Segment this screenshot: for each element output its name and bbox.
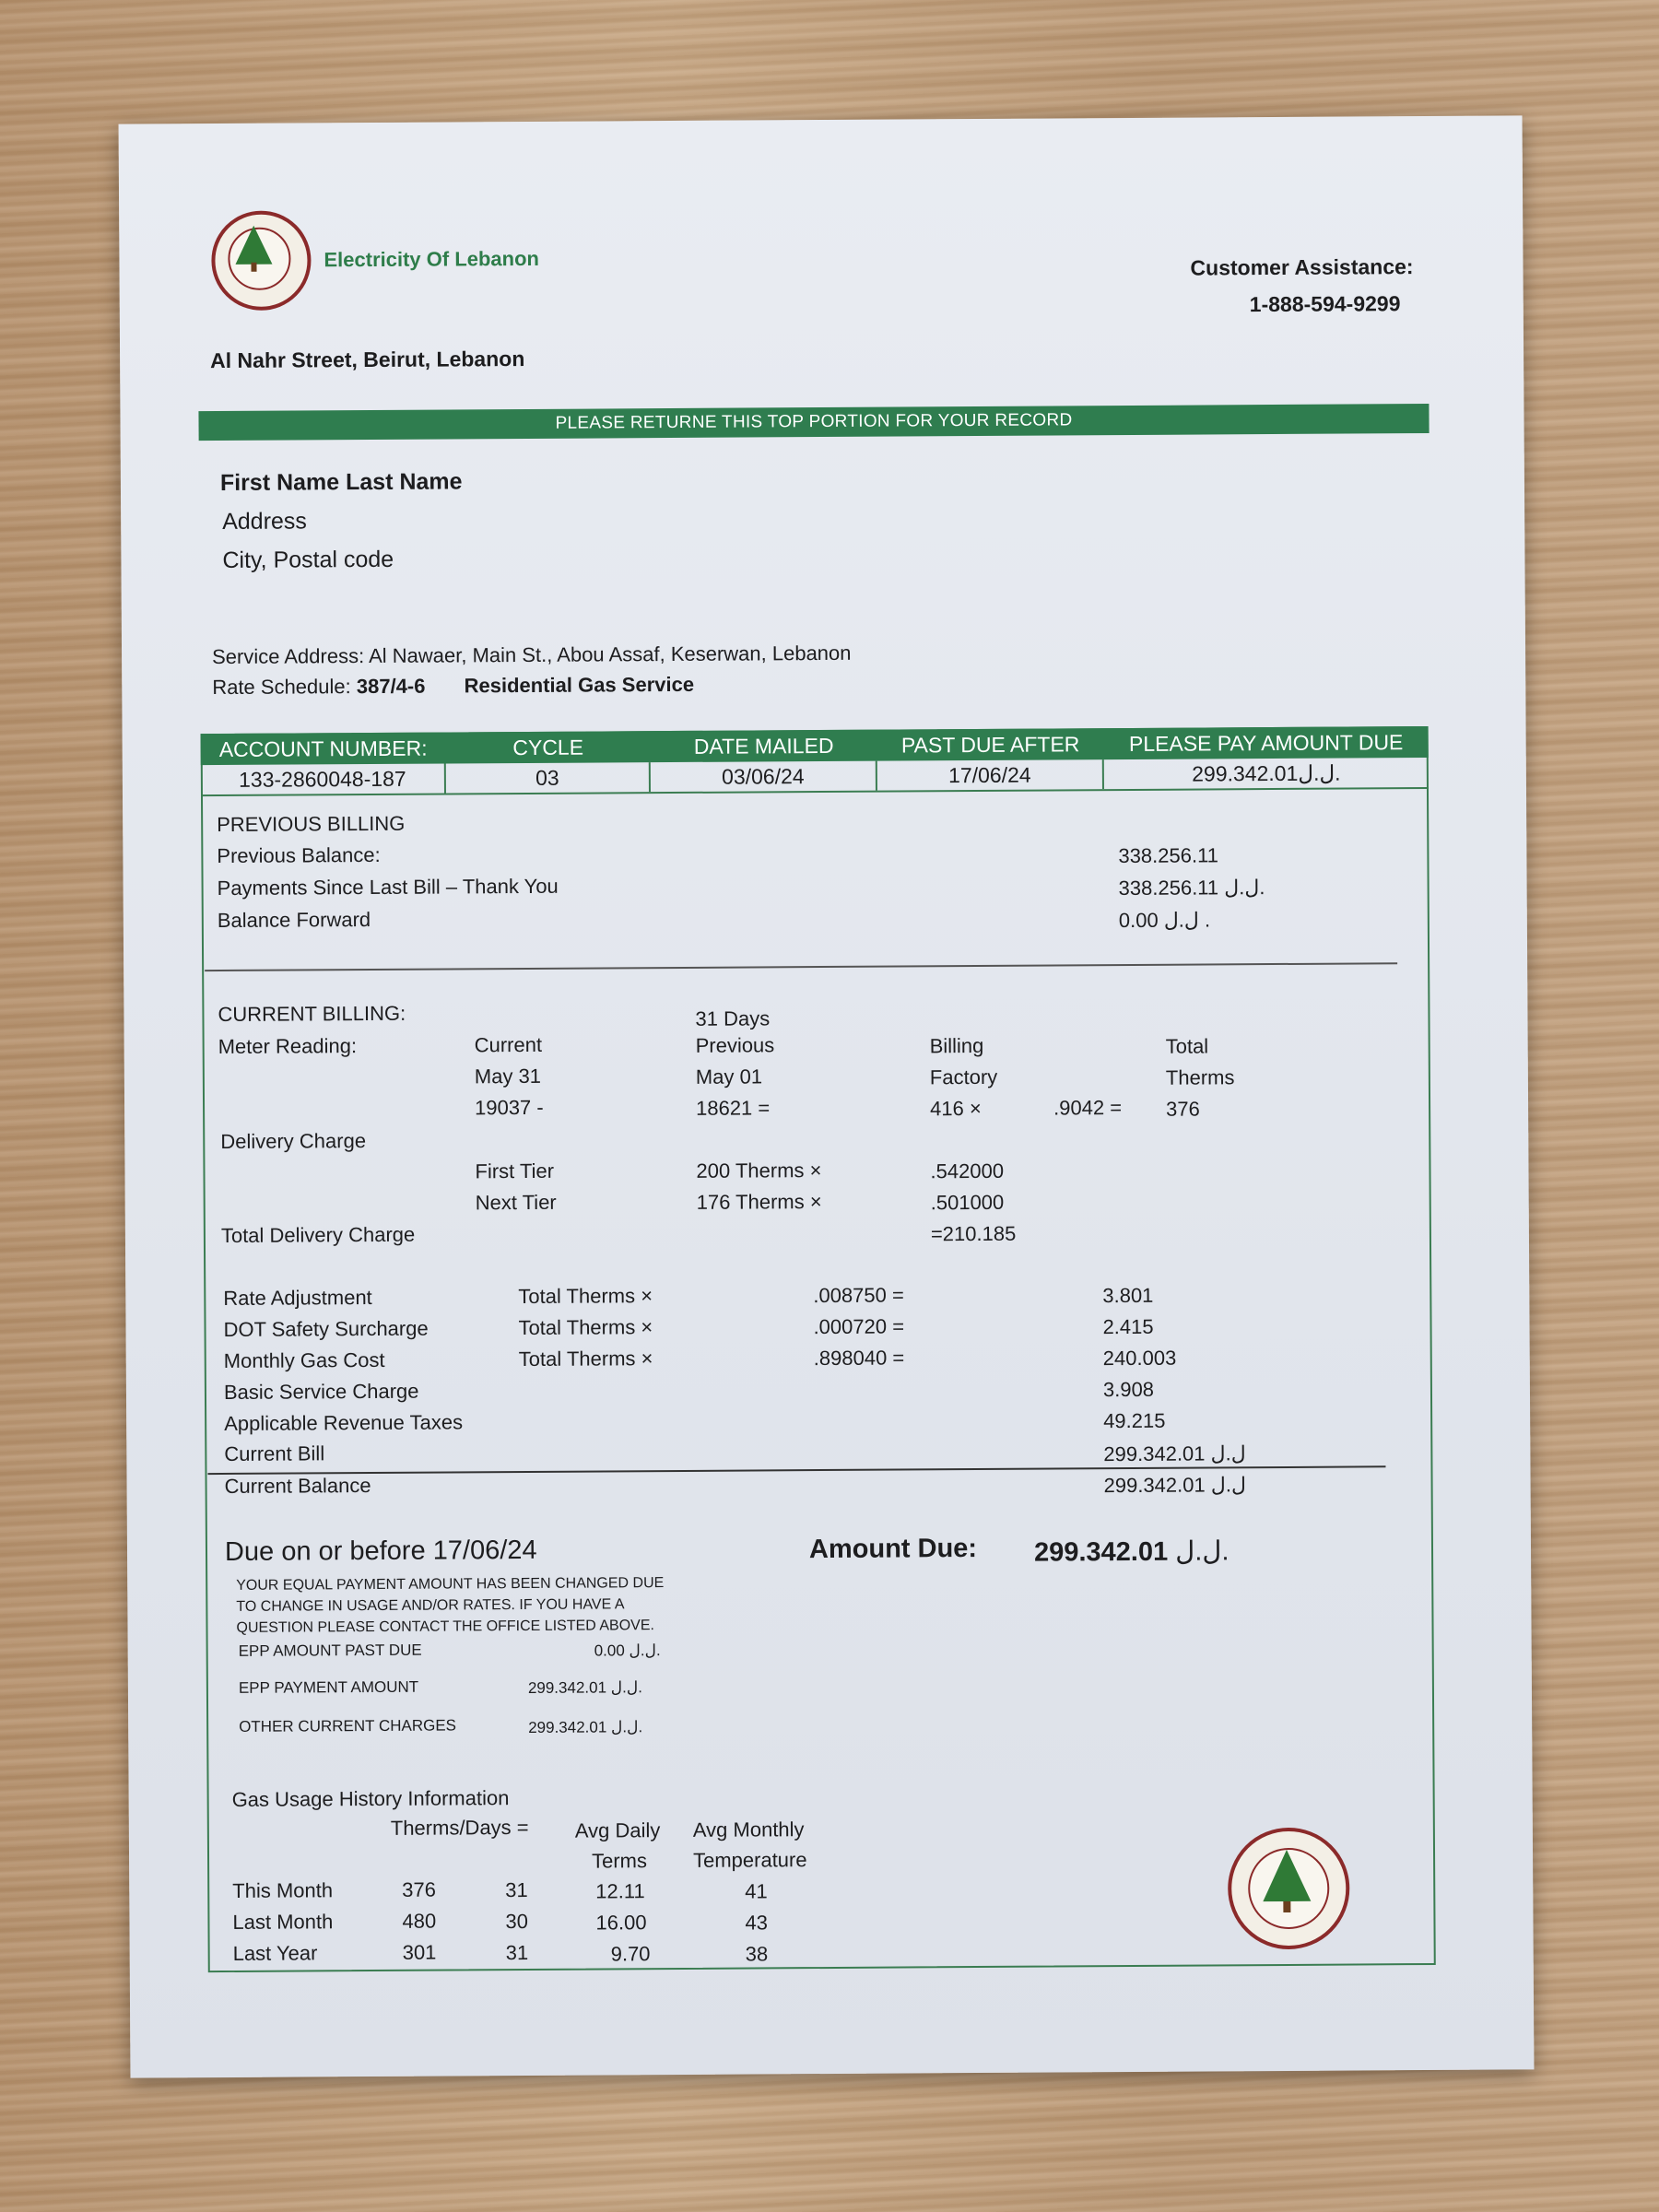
usage-days: 30 [505, 1909, 529, 1934]
amount-due-label: Amount Due: [808, 1534, 978, 1565]
delivery-charge-label: Delivery Charge [220, 1129, 367, 1154]
next-tier-rate: .501000 [930, 1190, 1005, 1215]
previous-billing-title: PREVIOUS BILLING [217, 811, 406, 837]
date-mailed: 03/06/24 [651, 761, 877, 793]
current-bill-value: 299.342.01 ل.ل [1103, 1441, 1246, 1466]
usage-therms: 376 [402, 1877, 437, 1901]
header-cycle: CYCLE [512, 735, 584, 760]
current-date: May 31 [474, 1064, 542, 1088]
usage-therms: 301 [402, 1940, 437, 1964]
charge-value: 3.801 [1102, 1283, 1154, 1308]
current-reading: 19037 - [474, 1095, 544, 1120]
epp-payment-label: EPP PAYMENT AMOUNT [238, 1677, 419, 1697]
other-charges-label: OTHER CURRENT CHARGES [239, 1716, 457, 1735]
usage-days: 31 [505, 1940, 529, 1965]
epp-past-value: 0.00 ل.ل. [594, 1641, 661, 1660]
notice-line-1: YOUR EQUAL PAYMENT AMOUNT HAS BEEN CHANGED DUE [236, 1575, 665, 1594]
service-address: Al Nawaer, Main St., Abou Assaf, Keserwan, Lebanon [368, 641, 852, 668]
charge-label: Basic Service Charge [223, 1379, 419, 1404]
payments-value: 338.256.11 ل.ل. [1118, 876, 1265, 900]
usage-header-avg-monthly-2: Temperature [692, 1848, 807, 1872]
company-seal [1228, 1828, 1350, 1950]
balance-forward-label: Balance Forward [217, 908, 371, 933]
charge-basis: Total Therms × [518, 1315, 653, 1340]
charge-label: DOT Safety Surcharge [223, 1316, 429, 1341]
customer-city: City, Postal code [222, 546, 394, 573]
charge-rate: .898040 = [813, 1346, 905, 1371]
rate-value: 387/4-6 [356, 674, 426, 699]
payments-label: Payments Since Last Bill – Thank You [217, 874, 559, 900]
first-tier-therms: 200 Therms × [696, 1159, 822, 1182]
days-label: 31 Days [695, 1006, 771, 1030]
usage-avg: 16.00 [595, 1911, 647, 1935]
charge-value: 240.003 [1102, 1346, 1177, 1371]
current-header: Current [474, 1032, 543, 1057]
assistance-label: Customer Assistance: [1190, 254, 1414, 280]
notice-line-3: QUESTION PLEASE CONTACT THE OFFICE LISTED ABOVE. [236, 1618, 654, 1636]
usage-temp: 43 [745, 1911, 769, 1935]
therms-header: Therms [1165, 1065, 1235, 1089]
usage-header-avg-monthly: Avg Monthly [692, 1818, 805, 1841]
factory-header: Factory [929, 1065, 998, 1089]
charge-label: Applicable Revenue Taxes [224, 1410, 464, 1435]
billing-header: Billing [929, 1033, 984, 1058]
usage-temp: 38 [745, 1942, 769, 1966]
rate-label: Rate Schedule: [212, 675, 351, 700]
total-delivery-label: Total Delivery Charge [220, 1222, 416, 1248]
usage-avg: 9.70 [610, 1942, 651, 1966]
first-tier-rate: .542000 [930, 1159, 1005, 1183]
assistance-phone: 1-888-594-9299 [1249, 291, 1401, 317]
first-tier-label: First Tier [475, 1159, 555, 1183]
current-billing-title: CURRENT BILLING: [218, 1001, 406, 1027]
amount-due-cell: 299.342.01ل.ل. [1192, 760, 1341, 786]
charge-label: Monthly Gas Cost [223, 1347, 385, 1372]
header-past-due: PAST DUE AFTER [900, 732, 1080, 758]
billing-factor: .9042 = [1053, 1096, 1123, 1120]
charge-label: Rate Adjustment [223, 1286, 372, 1310]
customer-address: Address [222, 508, 307, 535]
charge-basis: Total Therms × [518, 1284, 653, 1309]
usage-therms: 480 [402, 1909, 437, 1933]
total-therms: 376 [1166, 1097, 1200, 1121]
notice-line-2: TO CHANGE IN USAGE AND/OR RATES. IF YOU HAVE A [236, 1596, 625, 1615]
charge-value: 3.908 [1102, 1377, 1155, 1402]
usage-temp: 41 [745, 1879, 768, 1903]
usage-days: 31 [505, 1877, 528, 1902]
previous-reading: 18621 = [695, 1096, 771, 1120]
previous-balance-value: 338.256.11 [1118, 843, 1218, 868]
usage-period: Last Year [232, 1941, 318, 1965]
billing-units: 416 × [930, 1096, 982, 1121]
next-tier-therms: 176 Therms × [696, 1190, 822, 1214]
current-balance-value: 299.342.01 ل.ل [1103, 1473, 1246, 1498]
service-address-label: Service Address: [211, 644, 365, 669]
total-header: Total [1165, 1034, 1209, 1058]
rate-schedule-line [212, 673, 694, 700]
epp-payment-value: 299.342.01 ل.ل. [527, 1678, 642, 1697]
total-delivery-value: =210.185 [930, 1221, 1017, 1246]
charge-rate: .008750 = [813, 1283, 904, 1308]
past-due-after: 17/06/24 [877, 759, 1104, 791]
usage-period: Last Month [232, 1910, 334, 1934]
usage-avg: 12.11 [595, 1879, 645, 1903]
previous-balance-label: Previous Balance: [217, 842, 381, 868]
header-amount-due: PLEASE PAY AMOUNT DUE [1128, 730, 1404, 756]
charge-basis: Total Therms × [518, 1347, 653, 1371]
header-date-mailed: DATE MAILED [693, 733, 834, 759]
service-type: Residential Gas Service [464, 672, 695, 698]
account-number: 133-2860048-187 [201, 764, 446, 795]
current-bill-label: Current Bill [224, 1441, 325, 1465]
cycle: 03 [446, 762, 651, 793]
due-date-label: Due on or before 17/06/24 [224, 1535, 537, 1567]
meter-reading-label: Meter Reading: [218, 1034, 358, 1059]
service-address-line [212, 641, 852, 669]
amount-due-line [1034, 1535, 1230, 1568]
bill-paper [119, 115, 1535, 2077]
charge-rate: .000720 = [813, 1314, 905, 1339]
usage-title: Gas Usage History Information [231, 1786, 510, 1811]
previous-header: Previous [695, 1033, 775, 1057]
customer-name: First Name Last Name [219, 468, 463, 497]
other-charges-value: 299.342.01 ل.ل. [528, 1718, 643, 1736]
current-balance-label: Current Balance [224, 1474, 371, 1498]
epp-past-label: EPP AMOUNT PAST DUE [238, 1641, 422, 1660]
usage-header-avg-daily: Avg Daily [574, 1818, 661, 1842]
company-name: Electricity Of Lebanon [324, 246, 540, 272]
amount-due-value: 299.342.01 [1033, 1536, 1169, 1568]
usage-header-avg-daily-2: Terms [591, 1849, 648, 1873]
charge-value: 49.215 [1103, 1408, 1166, 1433]
balance-forward-value: 0.00 ل.ل . [1118, 908, 1211, 933]
company-logo [211, 210, 312, 311]
usage-header-therms-days: Therms/Days = [390, 1815, 529, 1840]
next-tier-label: Next Tier [475, 1190, 557, 1215]
amount-due-currency: ل.ل. [1175, 1536, 1230, 1567]
charge-value: 2.415 [1102, 1314, 1154, 1339]
previous-date: May 01 [695, 1065, 763, 1088]
return-banner: PLEASE RETURNE THIS TOP PORTION FOR YOUR RECORD [198, 404, 1429, 441]
header-account-number: ACCOUNT NUMBER: [218, 735, 428, 762]
usage-period: This Month [232, 1878, 334, 1902]
company-address: Al Nahr Street, Beirut, Lebanon [210, 346, 525, 373]
